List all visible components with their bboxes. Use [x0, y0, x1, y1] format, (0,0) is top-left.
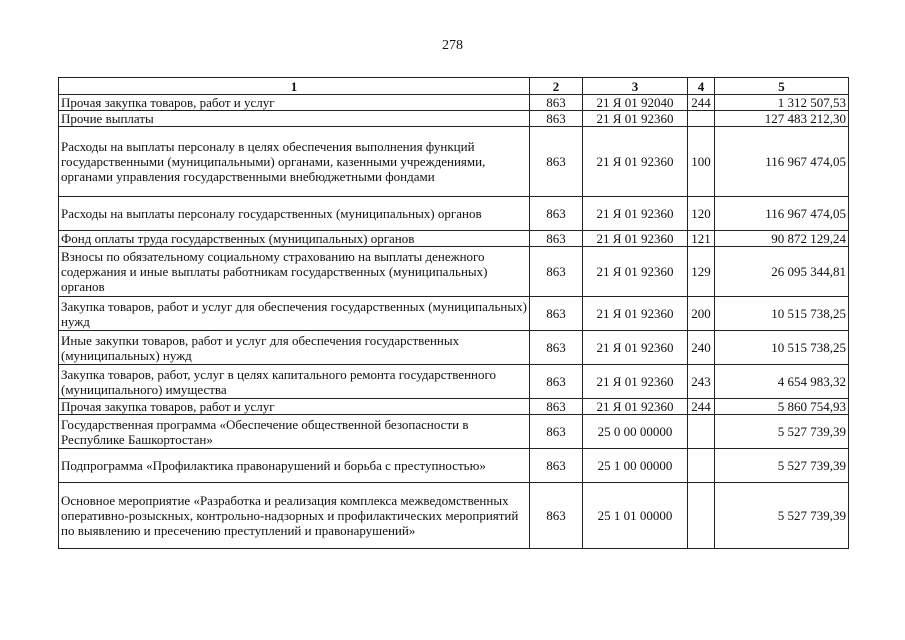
- row-expense-type-cell: [688, 111, 715, 127]
- table-row: [59, 415, 849, 449]
- header-col-4: 4: [688, 78, 715, 95]
- row-amount-cell: 116 967 474,05: [715, 127, 849, 197]
- row-code-cell: 863: [530, 127, 583, 197]
- row-name-cell: Подпрограмма «Профилактика правонарушений и борьба с преступностью»: [59, 449, 530, 483]
- row-amount-cell: 1 312 507,53: [715, 95, 849, 111]
- row-name-cell: Расходы на выплаты персоналу государственных (муниципальных) органов: [59, 197, 530, 231]
- row-amount-cell: 90 872 129,24: [715, 231, 849, 247]
- row-code-cell: 863: [530, 297, 583, 331]
- row-amount-cell: 5 860 754,93: [715, 399, 849, 415]
- table-row: [59, 247, 849, 297]
- row-expense-type-cell: 100: [688, 127, 715, 197]
- row-code-cell: 863: [530, 231, 583, 247]
- row-target-code-cell: 21 Я 01 92360: [583, 247, 688, 297]
- row-expense-type-cell: 244: [688, 399, 715, 415]
- row-name-cell: Расходы на выплаты персоналу в целях обеспечения выполнения функций государственными (муниципальными) органами, казенными учреждениями, органами управления государственными внебюджетными фондами: [59, 127, 530, 197]
- table-body: [59, 95, 849, 549]
- table-row: [59, 331, 849, 365]
- row-code-cell: 863: [530, 399, 583, 415]
- row-name-cell: Прочие выплаты: [59, 111, 530, 127]
- row-target-code-cell: 25 1 01 00000: [583, 483, 688, 549]
- row-name-cell: Взносы по обязательному социальному страхованию на выплаты денежного содержания и иные выплаты работникам государственных (муниципальных) органов: [59, 247, 530, 297]
- row-amount-cell: 10 515 738,25: [715, 297, 849, 331]
- row-target-code-cell: 21 Я 01 92360: [583, 399, 688, 415]
- row-amount-cell: 26 095 344,81: [715, 247, 849, 297]
- budget-table: [58, 77, 849, 549]
- row-name-cell: Прочая закупка товаров, работ и услуг: [59, 399, 530, 415]
- row-code-cell: 863: [530, 483, 583, 549]
- row-target-code-cell: 21 Я 01 92360: [583, 231, 688, 247]
- row-expense-type-cell: 243: [688, 365, 715, 399]
- row-target-code-cell: 21 Я 01 92360: [583, 127, 688, 197]
- row-name-cell: Иные закупки товаров, работ и услуг для обеспечения государственных (муниципальных) нужд: [59, 331, 530, 365]
- row-target-code-cell: 25 0 00 00000: [583, 415, 688, 449]
- row-target-code-cell: 21 Я 01 92360: [583, 197, 688, 231]
- table-row: [59, 399, 849, 415]
- row-expense-type-cell: [688, 415, 715, 449]
- table-row: [59, 483, 849, 549]
- row-code-cell: 863: [530, 111, 583, 127]
- row-amount-cell: 10 515 738,25: [715, 331, 849, 365]
- row-expense-type-cell: 120: [688, 197, 715, 231]
- table-row: [59, 297, 849, 331]
- row-name-cell: Фонд оплаты труда государственных (муниципальных) органов: [59, 231, 530, 247]
- row-target-code-cell: 21 Я 01 92360: [583, 331, 688, 365]
- row-code-cell: 863: [530, 95, 583, 111]
- row-target-code-cell: 21 Я 01 92360: [583, 111, 688, 127]
- header-col-2: 2: [530, 78, 583, 95]
- table-row: [59, 95, 849, 111]
- row-amount-cell: 4 654 983,32: [715, 365, 849, 399]
- row-name-cell: Основное мероприятие «Разработка и реализация комплекса межведомственных оперативно-розыскных, контрольно-надзорных и профилактических мероприятий по выявлению и пресечению преступлений и правонарушений»: [59, 483, 530, 549]
- row-expense-type-cell: [688, 449, 715, 483]
- row-amount-cell: 5 527 739,39: [715, 415, 849, 449]
- row-amount-cell: 116 967 474,05: [715, 197, 849, 231]
- page-number: 278: [442, 38, 463, 53]
- row-code-cell: 863: [530, 449, 583, 483]
- row-amount-cell: 5 527 739,39: [715, 483, 849, 549]
- row-expense-type-cell: 200: [688, 297, 715, 331]
- row-amount-cell: 127 483 212,30: [715, 111, 849, 127]
- row-target-code-cell: 21 Я 01 92040: [583, 95, 688, 111]
- row-target-code-cell: 25 1 00 00000: [583, 449, 688, 483]
- table-row: [59, 197, 849, 231]
- row-code-cell: 863: [530, 331, 583, 365]
- row-expense-type-cell: 244: [688, 95, 715, 111]
- row-expense-type-cell: 121: [688, 231, 715, 247]
- header-col-5: 5: [715, 78, 849, 95]
- header-row: [59, 78, 849, 95]
- table-row: [59, 111, 849, 127]
- row-expense-type-cell: 129: [688, 247, 715, 297]
- row-name-cell: Государственная программа «Обеспечение общественной безопасности в Республике Башкортостан»: [59, 415, 530, 449]
- row-target-code-cell: 21 Я 01 92360: [583, 365, 688, 399]
- header-col-1: 1: [59, 78, 530, 95]
- row-code-cell: 863: [530, 247, 583, 297]
- row-name-cell: Закупка товаров, работ, услуг в целях капитального ремонта государственного (муниципального) имущества: [59, 365, 530, 399]
- row-expense-type-cell: 240: [688, 331, 715, 365]
- row-expense-type-cell: [688, 483, 715, 549]
- row-target-code-cell: 21 Я 01 92360: [583, 297, 688, 331]
- header-col-3: 3: [583, 78, 688, 95]
- row-amount-cell: 5 527 739,39: [715, 449, 849, 483]
- row-code-cell: 863: [530, 365, 583, 399]
- row-code-cell: 863: [530, 415, 583, 449]
- row-name-cell: Прочая закупка товаров, работ и услуг: [59, 95, 530, 111]
- row-name-cell: Закупка товаров, работ и услуг для обеспечения государственных (муниципальных) нужд: [59, 297, 530, 331]
- table-row: [59, 127, 849, 197]
- table-row: [59, 231, 849, 247]
- table-row: [59, 365, 849, 399]
- table-row: [59, 449, 849, 483]
- row-code-cell: 863: [530, 197, 583, 231]
